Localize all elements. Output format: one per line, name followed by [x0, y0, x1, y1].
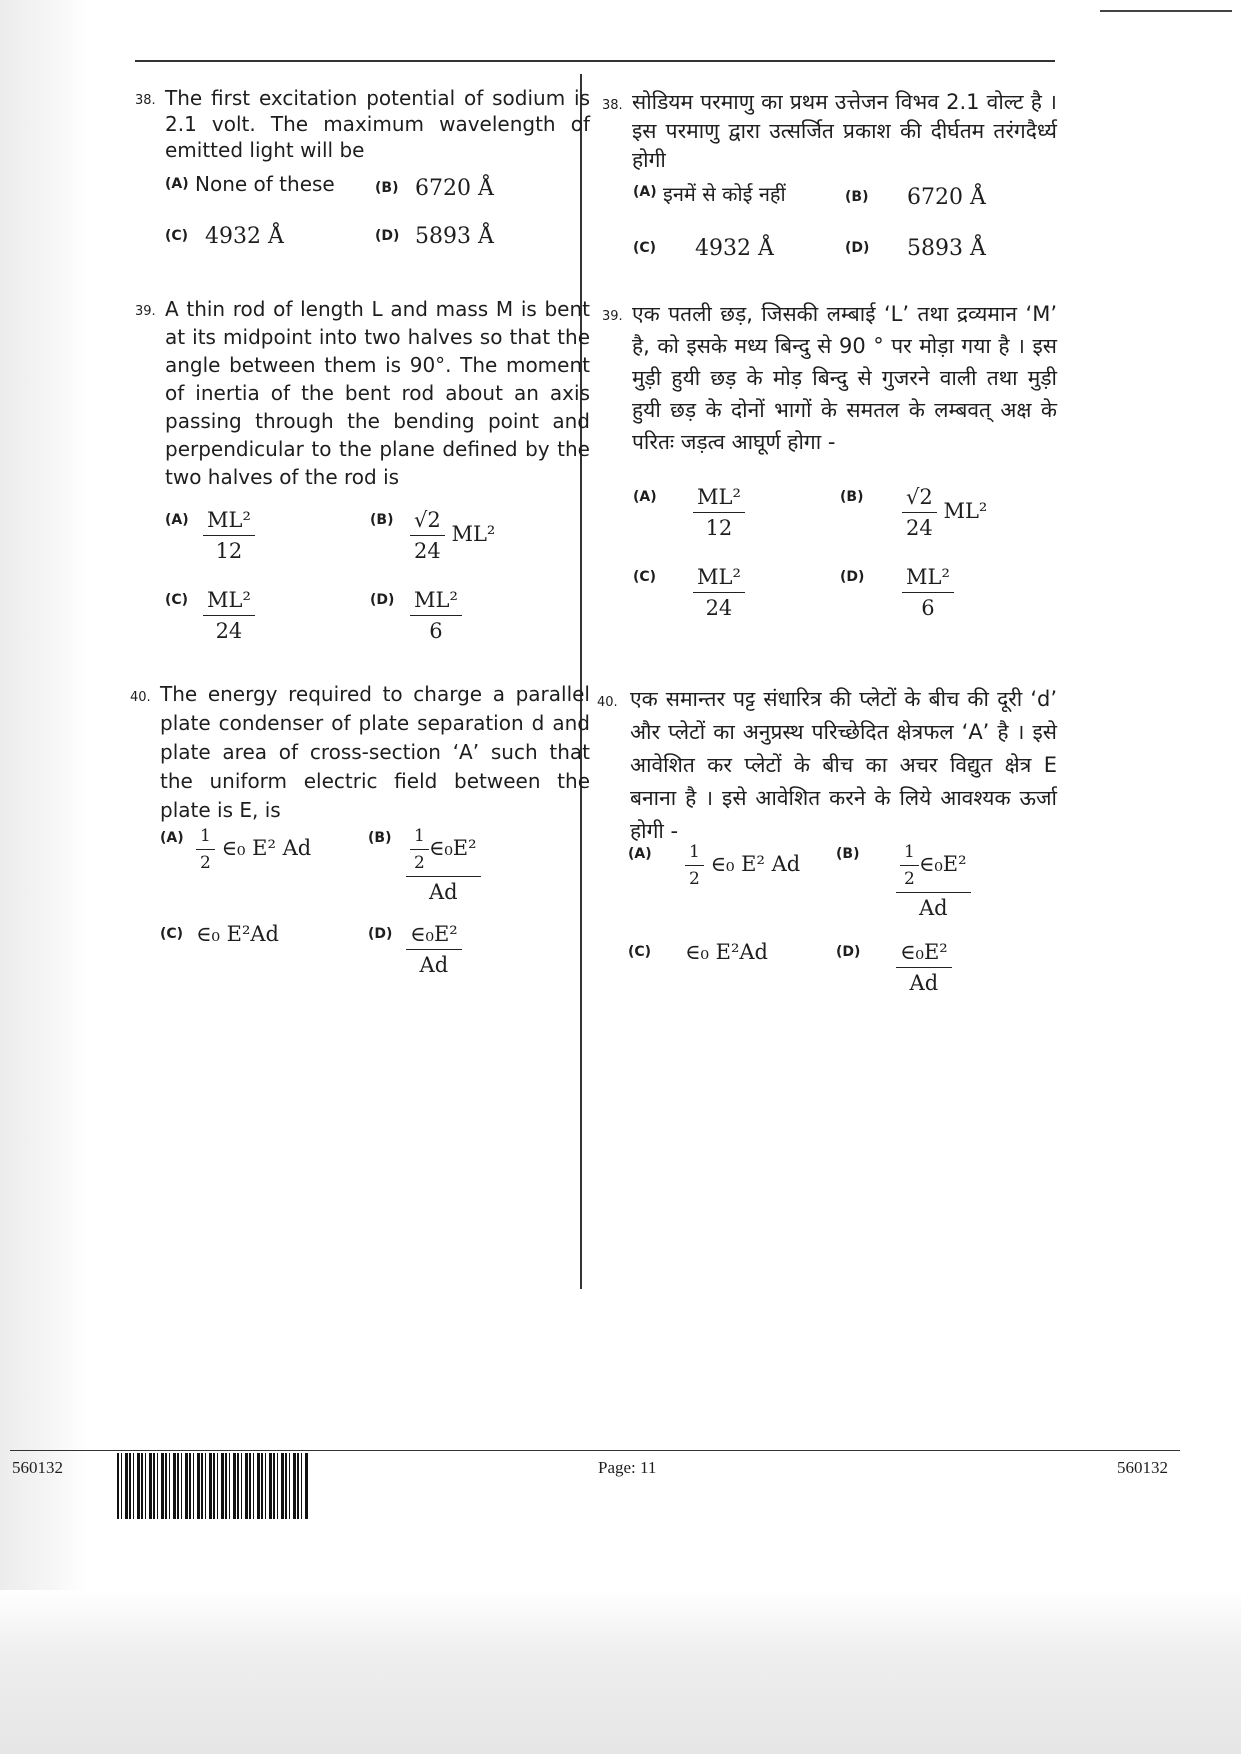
question-text: एक समान्तर पट्ट संधारित्र की प्लेटों के बीच की दूरी ‘d’ और प्लेटों का अनुप्रस्थ परिच्छेदित क्षेत्रफल ‘A’ है । इसे आवेशित कर प्लेटों के बीच का अचर विद्युत क्षेत्र E बनाना है । इसे आवेशित करने के लिये आवश्यक ऊर्जा होगी - [630, 687, 1057, 843]
question-number: 38. [135, 93, 156, 108]
question-text: The energy required to charge a parallel plate condenser of plate separation d and plate area of cross-section ‘A’ such that the uniform electric field between the plate is E, is [160, 682, 590, 822]
question-40-en [130, 680, 590, 825]
question-text: The first excitation potential of sodium is 2.1 volt. The maximum wavelength of emitted light will be [165, 86, 590, 162]
question-text: एक पतली छड़, जिसकी लम्बाई ‘L’ तथा द्रव्यमान ‘M’ है, को इसके मध्य बिन्दु से 90 ° पर मोड़ा गया है । इस मुड़ी हुयी छड़ के मोड़ बिन्दु से गुजरने वाली तथा मुड़ी हुयी छड़ के दोनों भागों के समतल के लम्बवत् अक्ष के परितः जड़त्व आघूर्ण होगा - [632, 302, 1057, 454]
corner-rule [1100, 10, 1232, 12]
question-number: 38. [602, 98, 623, 113]
paper-code-right: 560132 [1117, 1458, 1168, 1477]
question-text: सोडियम परमाणु का प्रथम उत्तेजन विभव 2.1 वोल्ट है । इस परमाणु द्वारा उत्सर्जित प्रकाश की दीर्घतम तरंगदैर्ध्य होगी [632, 90, 1057, 172]
question-number: 40. [597, 695, 618, 710]
question-number: 39. [602, 309, 623, 324]
paper-code-left: 560132 [12, 1458, 63, 1477]
question-text: A thin rod of length L and mass M is bent at its midpoint into two halves so that the angle between them is 90°. The moment of inertia of the bent rod about an axis passing through the bending point and perpendicular to the plane defined by the two halves of the rod is [165, 297, 590, 489]
question-38-hi [602, 88, 1057, 175]
question-39-en [135, 295, 590, 491]
header-rule [135, 60, 1055, 62]
question-40-hi [597, 683, 1057, 848]
question-number: 39. [135, 304, 156, 319]
question-38-en [135, 85, 590, 163]
footer-rule [10, 1450, 1180, 1451]
question-39-hi [602, 298, 1057, 458]
scan-margin-shade [0, 0, 88, 1754]
question-number: 40. [130, 690, 151, 705]
barcode-icon [117, 1453, 309, 1519]
page-number: Page: 11 [598, 1458, 657, 1477]
scan-bottom-shade [0, 1590, 1241, 1754]
